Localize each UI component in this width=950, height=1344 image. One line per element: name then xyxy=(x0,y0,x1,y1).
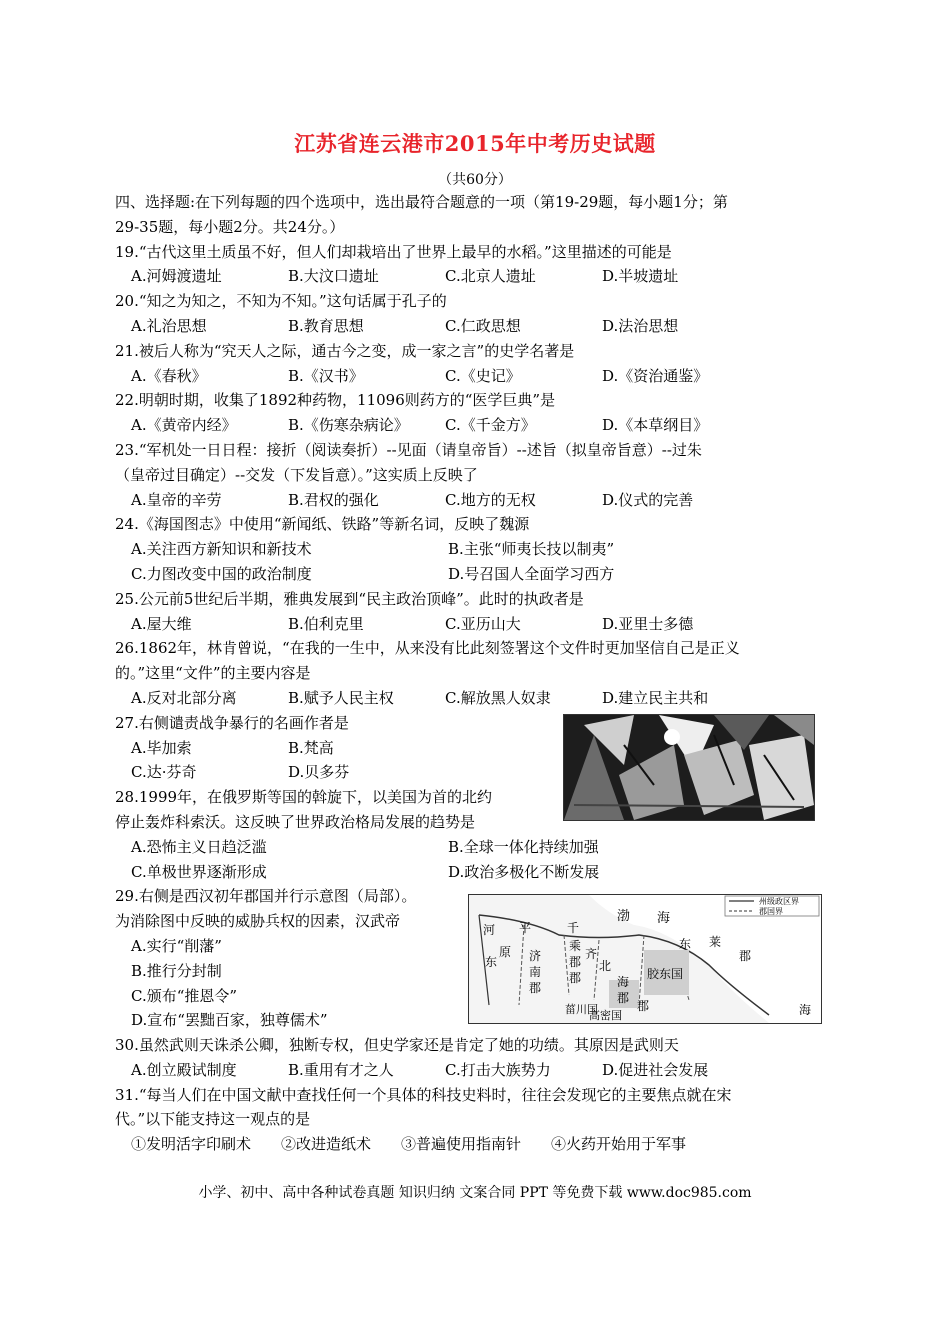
q25-option-b: B.伯利克里 xyxy=(288,614,364,633)
q26-stem-line-1: 26.1862年，林肯曾说，“在我的一生中，从来没有比此刻签署这个文件时更加坚信自己是正义 xyxy=(115,639,740,658)
q23-option-a: A.皇帝的辛劳 xyxy=(131,490,222,509)
q29-option-a: A.实行“削藩” xyxy=(131,936,222,955)
q23-options xyxy=(115,488,820,513)
q26-option-d: D.建立民主共和 xyxy=(602,688,709,707)
q26-stem-line-2: 的。”这里“文件”的主要内容是 xyxy=(115,664,311,683)
q26-option-c: C.解放黑人奴隶 xyxy=(445,688,551,707)
map-label: 北 xyxy=(599,959,612,973)
q20-option-d: D.法治思想 xyxy=(602,316,679,335)
q29-option-d: D.宣布“罢黜百家，独尊儒术” xyxy=(131,1011,328,1030)
q22-option-b: B.《伤寒杂病论》 xyxy=(288,416,409,435)
map-label: 千 xyxy=(567,921,580,935)
q21-option-a: A.《春秋》 xyxy=(131,366,207,385)
q28-stem-line-2: 停止轰炸科索沃。这反映了世界政治格局发展的趋势是 xyxy=(115,812,476,831)
map-label: 高密国 xyxy=(589,1009,622,1022)
q24-option-a: A.关注西方新知识和新技术 xyxy=(131,540,312,559)
map-label: 渤 xyxy=(617,909,631,924)
section-heading-line-1: 四、选择题:在下列每题的四个选项中，选出最符合题意的一项（第19-29题，每小题1分；第 xyxy=(115,193,728,211)
q28-option-d: D.政治多极化不断发展 xyxy=(448,862,600,881)
q24-option-d: D.号召国人全面学习西方 xyxy=(448,564,615,583)
q22-option-c: C.《千金方》 xyxy=(445,416,536,435)
q24-option-c: C.力图改变中国的政治制度 xyxy=(131,564,312,583)
map-label: 郡 xyxy=(739,949,752,963)
q27-option-c: C.达·芬奇 xyxy=(131,763,197,782)
map-label: 东 xyxy=(679,937,692,951)
q29-stem-line-2: 为消除图中反映的威胁兵权的因素，汉武帝 xyxy=(115,912,401,931)
q20-option-b: B.教育思想 xyxy=(288,316,364,335)
q30-option-c: C.打击大族势力 xyxy=(445,1060,551,1079)
page-footer: 小学、初中、高中各种试卷真题 知识归纳 文案合同 PPT 等免费下载 www.doc985.com xyxy=(198,1185,752,1201)
q26-option-a: A.反对北部分离 xyxy=(131,688,237,707)
q24-stem: 24.《海国图志》中使用“新闻纸、铁路”等新名词，反映了魏源 xyxy=(115,515,530,534)
map-label: 胶东国 xyxy=(647,967,684,981)
q19-option-d: D.半坡遗址 xyxy=(602,267,679,286)
map-legend-commandery-border: 郡国界 xyxy=(759,907,783,916)
q23-stem-line-1: 23.“军机处一日日程：接折（阅读奏折）--见面（请皇帝旨）--述旨（拟皇帝旨意）--过朱 xyxy=(115,440,702,459)
q21-option-c: C.《史记》 xyxy=(445,366,521,385)
q19-options xyxy=(115,264,820,289)
q29-option-b: B.推行分封制 xyxy=(131,961,222,980)
q25-stem: 25.公元前5世纪后半期，雅典发展到“民主政治顶峰”。此时的执政者是 xyxy=(115,589,584,608)
q25-option-a: A.屋大维 xyxy=(131,614,192,633)
q25-option-c: C.亚历山大 xyxy=(445,614,521,633)
q21-option-b: B.《汉书》 xyxy=(288,366,364,385)
q27-option-d: D.贝多芬 xyxy=(288,763,350,782)
q30-stem: 30.虽然武则天诛杀公卿，独断专权，但史学家还是肯定了她的功绩。其原因是武则天 xyxy=(115,1036,679,1055)
map-label: 平 xyxy=(519,921,532,935)
q24-options-row-1 xyxy=(115,537,820,562)
q21-stem: 21.被后人称为“究天人之际，通古今之变，成一家之言”的史学名著是 xyxy=(115,341,575,360)
q28-option-a: A.恐怖主义日趋泛滥 xyxy=(131,837,267,856)
map-label: 东 xyxy=(485,955,498,969)
section-heading-line-2: 29-35题，每小题2分。共24分。） xyxy=(115,217,345,236)
q28-options-row-2 xyxy=(115,860,820,885)
guernica-painting-image xyxy=(563,714,815,821)
q23-option-d: D.仪式的完善 xyxy=(602,490,694,509)
q30-option-b: B.重用有才之人 xyxy=(288,1060,394,1079)
q24-option-b: B.主张“师夷长技以制夷” xyxy=(448,540,615,559)
q31-items: ①发明活字印刷术 ②改进造纸术 ③普遍使用指南针 ④火药开始用于军事 xyxy=(131,1135,687,1154)
map-label: 海 xyxy=(799,1003,812,1017)
q29-option-c: C.颁布“推恩令” xyxy=(131,986,238,1005)
map-label: 乘 xyxy=(569,939,582,953)
q27-stem: 27.右侧谴责战争暴行的名画作者是 xyxy=(115,713,349,732)
map-label: 郡 xyxy=(569,971,582,985)
q26-options xyxy=(115,686,820,711)
page-title: 江苏省连云港市2015年中考历史试题 xyxy=(294,131,656,156)
q20-option-c: C.仁政思想 xyxy=(445,316,521,335)
q29-stem-line-1: 29.右侧是西汉初年郡国并行示意图（局部）。 xyxy=(115,887,417,906)
map-label: 南 xyxy=(529,965,542,979)
map-label: 海 xyxy=(657,911,671,926)
guernica-painting-graphic xyxy=(564,715,814,820)
map-label: 莱 xyxy=(709,935,722,949)
map-legend-state-border: 州级政区界 xyxy=(759,897,799,906)
q25-option-d: D.亚里士多德 xyxy=(602,614,694,633)
western-han-map xyxy=(468,894,822,1024)
q24-options-row-2 xyxy=(115,562,820,587)
q25-options xyxy=(115,612,820,637)
q21-options xyxy=(115,364,820,389)
q30-option-a: A.创立殿试制度 xyxy=(131,1060,237,1079)
q22-option-a: A.《黄帝内经》 xyxy=(131,416,237,435)
q19-option-a: A.河姆渡遗址 xyxy=(131,267,222,286)
q19-option-b: B.大汶口遗址 xyxy=(288,267,379,286)
q28-options-row-1 xyxy=(115,835,820,860)
q20-options xyxy=(115,314,820,339)
q22-options xyxy=(115,413,820,438)
q27-option-b: B.梵高 xyxy=(288,738,334,757)
q23-stem-line-2: （皇帝过目确定）--交发（下发旨意）。”这实质上反映了 xyxy=(115,465,478,484)
q22-stem: 22.明朝时期，收集了1892种药物，11096则药方的“医学巨典”是 xyxy=(115,391,556,410)
q27-option-a: A.毕加索 xyxy=(131,738,192,757)
q23-option-b: B.君权的强化 xyxy=(288,490,379,509)
map-label: 济 xyxy=(529,949,542,963)
q31-stem-line-1: 31.“每当人们在中国文献中查找任何一个具体的科技史料时，往往会发现它的主要焦点就在宋 xyxy=(115,1085,732,1104)
q20-stem: 20.“知之为知之，不知为不知。”这句话属于孔子的 xyxy=(115,292,447,311)
q21-option-d: D.《资治通鉴》 xyxy=(602,366,709,385)
map-label: 河 xyxy=(483,923,496,937)
map-label: 郡 xyxy=(617,991,630,1005)
map-label: 菑川国 xyxy=(565,1003,598,1016)
q23-option-c: C.地方的无权 xyxy=(445,490,536,509)
map-label: 原 xyxy=(499,945,512,959)
page-subtitle: （共60分） xyxy=(438,172,512,188)
q26-option-b: B.赋予人民主权 xyxy=(288,688,394,707)
map-label: 郡 xyxy=(529,981,542,995)
q30-options xyxy=(115,1058,820,1083)
q30-option-d: D.促进社会发展 xyxy=(602,1060,709,1079)
map-label: 齐 xyxy=(585,947,598,961)
q22-option-d: D.《本草纲目》 xyxy=(602,416,709,435)
q20-option-a: A.礼治思想 xyxy=(131,316,207,335)
map-label: 海 xyxy=(617,975,630,989)
map-label: 郡 xyxy=(569,955,582,969)
q19-option-c: C.北京人遗址 xyxy=(445,267,536,286)
map-label: 郡 xyxy=(637,999,650,1013)
q28-option-b: B.全球一体化持续加强 xyxy=(448,837,599,856)
q19-stem: 19.“古代这里土质虽不好，但人们却栽培出了世界上最早的水稻。”这里描述的可能是 xyxy=(115,242,672,261)
q28-stem-line-1: 28.1999年，在俄罗斯等国的斡旋下，以美国为首的北约 xyxy=(115,788,493,807)
q28-option-c: C.单极世界逐渐形成 xyxy=(131,862,267,881)
q31-stem-line-2: 代。”以下能支持这一观点的是 xyxy=(115,1110,311,1129)
